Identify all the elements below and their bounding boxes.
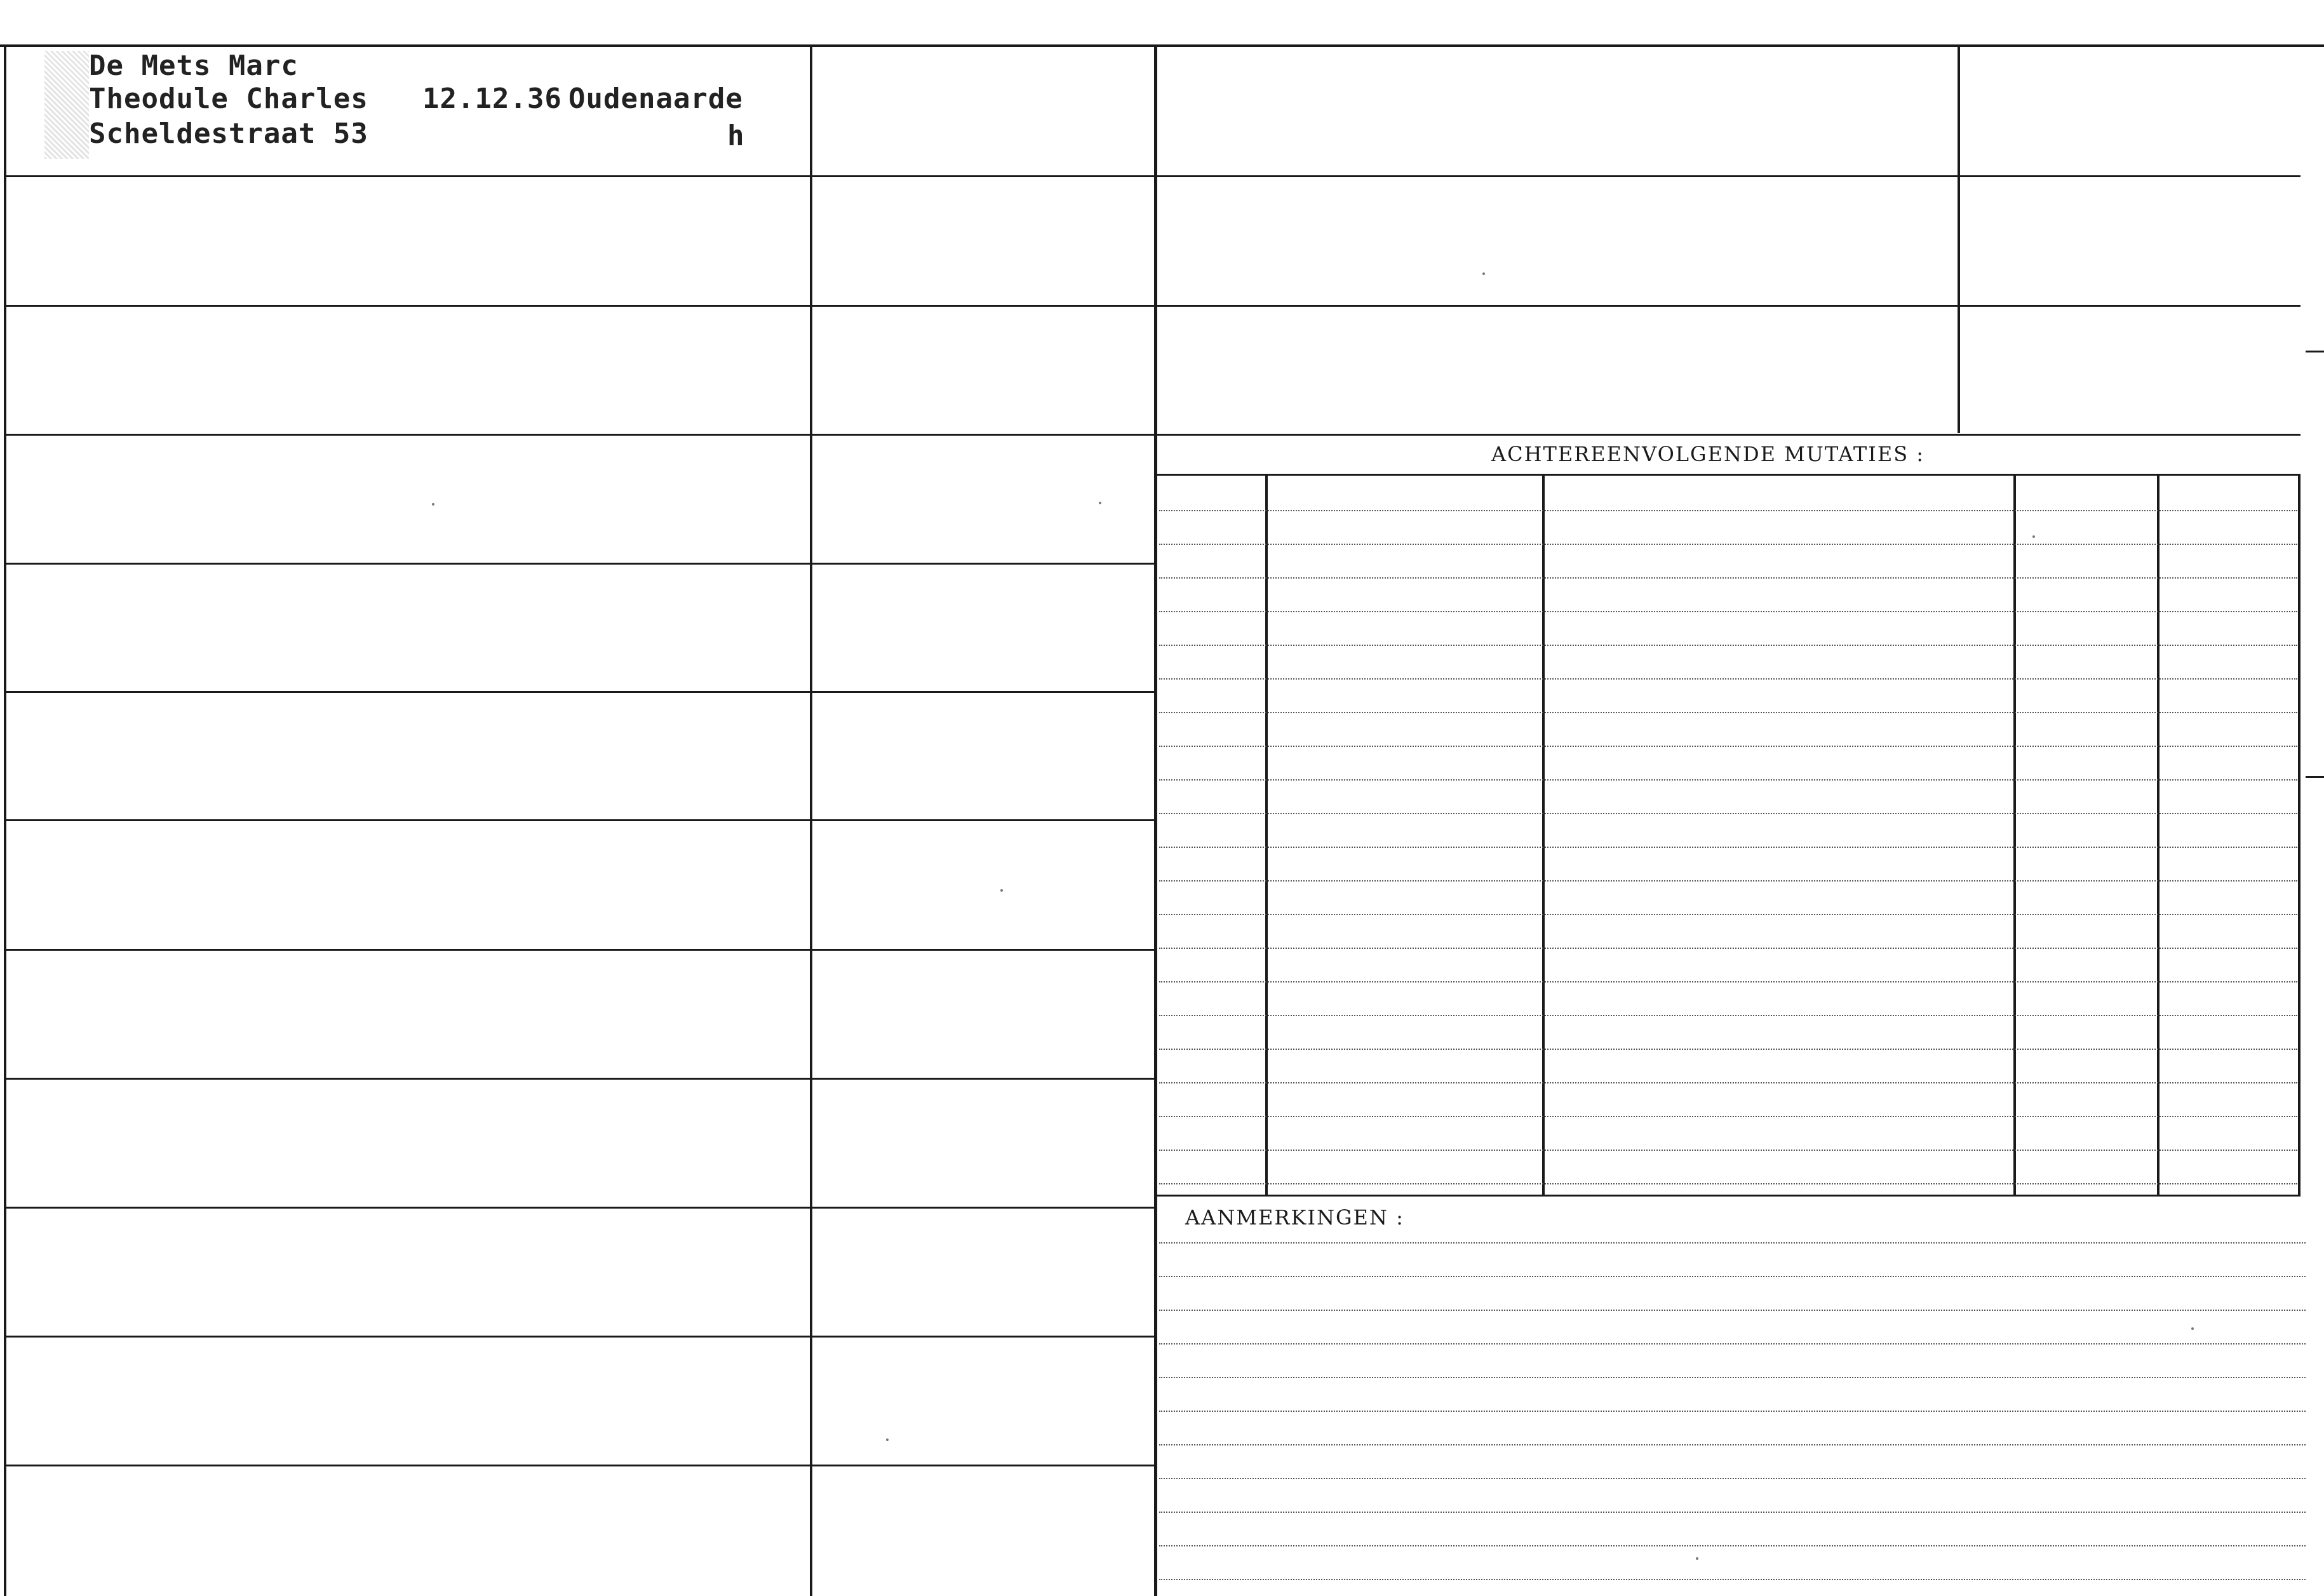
remarks-heading: AANMERKINGEN : <box>1185 1205 1404 1230</box>
ruled-line <box>1159 1183 2297 1184</box>
row-line-right <box>1157 305 2300 307</box>
top-border <box>0 44 2324 47</box>
ruled-line <box>1159 779 2297 781</box>
row-line <box>5 1336 1156 1338</box>
divider-col-3 <box>1958 46 1960 433</box>
scan-speck <box>1482 272 1485 275</box>
edge-tick-1 <box>2306 351 2324 352</box>
ruled-line <box>1159 1015 2297 1016</box>
mutations-col-b <box>1542 475 1545 1196</box>
birth-date: 12.12.36 <box>422 83 562 115</box>
ruled-line <box>1159 948 2297 949</box>
scan-speck <box>1000 889 1003 892</box>
ruled-line <box>1159 847 2297 848</box>
ruled-line <box>1159 746 2297 747</box>
marker-letter: h <box>727 119 745 152</box>
mutations-right-line <box>2298 475 2300 1196</box>
scan-speck <box>432 503 434 506</box>
ruled-line <box>1159 1343 2306 1345</box>
ruled-line <box>1159 1116 2297 1117</box>
ruled-line <box>1159 1579 2306 1580</box>
ruled-line <box>1159 1310 2306 1311</box>
ruled-line <box>1159 1377 2306 1378</box>
address-line: Scheldestraat 53 <box>89 117 368 150</box>
stamp-shading <box>44 51 89 159</box>
scan-speck <box>1099 502 1101 504</box>
mutations-col-a <box>1265 475 1268 1196</box>
name-line: De Mets Marc <box>89 50 299 82</box>
ruled-line <box>1159 1545 2306 1546</box>
mutations-section-top <box>1157 434 2300 436</box>
row-line <box>5 434 1156 436</box>
ruled-line <box>1159 880 2297 882</box>
row-line <box>5 305 1156 307</box>
mutations-col-c <box>2013 475 2016 1196</box>
ruled-line <box>1159 645 2297 646</box>
ruled-line <box>1159 1512 2306 1513</box>
row-line <box>5 691 1156 693</box>
ruled-line <box>1159 1049 2297 1050</box>
scan-speck <box>886 1438 889 1441</box>
ruled-line <box>1159 1082 2297 1083</box>
ruled-line <box>1159 1444 2306 1445</box>
row-line <box>5 819 1156 821</box>
ruled-line <box>1159 813 2297 814</box>
ruled-line <box>1159 678 2297 680</box>
row-line-right <box>1157 175 2300 177</box>
mutations-heading: ACHTEREENVOLGENDE MUTATIES : <box>1491 442 1925 466</box>
scan-speck <box>2191 1327 2194 1330</box>
scan-speck <box>1696 1557 1698 1560</box>
ruled-line <box>1159 1478 2306 1479</box>
mutations-top-line <box>1157 474 2300 476</box>
mutations-bottom-line <box>1157 1195 2300 1197</box>
ruled-line <box>1159 1276 2306 1277</box>
ruled-line <box>1159 544 2297 545</box>
birth-place: Oudenaarde <box>568 83 743 115</box>
scan-speck <box>2032 535 2035 538</box>
row-line <box>5 1465 1156 1466</box>
ruled-line <box>1159 577 2297 579</box>
mutations-col-d <box>2157 475 2159 1196</box>
ruled-line <box>1159 981 2297 982</box>
row-line <box>5 949 1156 951</box>
edge-tick-2 <box>2306 776 2324 778</box>
ruled-line <box>1159 1150 2297 1151</box>
ruled-line <box>1159 510 2297 511</box>
ruled-line <box>1159 1242 2306 1244</box>
row-line <box>5 175 1156 177</box>
ruled-line <box>1159 611 2297 612</box>
row-line <box>5 563 1156 565</box>
row-line <box>5 1207 1156 1209</box>
row-line <box>5 1078 1156 1080</box>
first-names-line: Theodule Charles <box>89 83 368 115</box>
ruled-line <box>1159 712 2297 713</box>
ruled-line <box>1159 914 2297 915</box>
ruled-line <box>1159 1411 2306 1412</box>
